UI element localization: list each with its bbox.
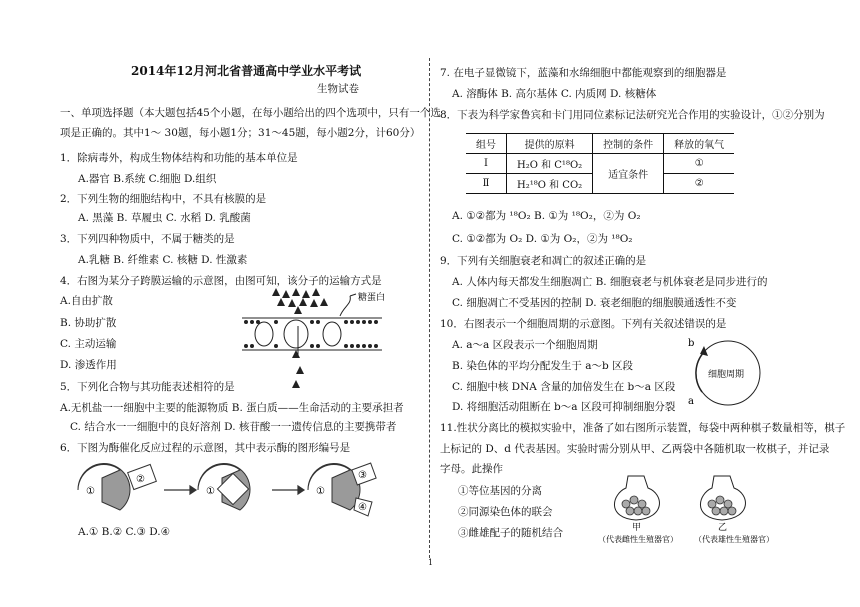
experiment-table <box>466 133 734 194</box>
question-9: 9．下列有关细胞衰老和凋亡的叙述正确的是 <box>440 255 647 267</box>
table-header: 提供的原料 <box>507 134 593 154</box>
table-header: 释放的氧气 <box>664 134 735 154</box>
question-10: 10．右图表示一个细胞周期的示意图。下列有关叙述错误的是 <box>440 318 727 330</box>
question-3: 3．下列四种物质中，不属于糖类的是 <box>60 233 235 245</box>
question-10-option-a: A. a～a 区段表示一个细胞周期 <box>452 339 598 351</box>
question-10-option-c: C. 细胞中核 DNA 含量的加倍发生在 b～a 区段 <box>452 381 676 393</box>
enzyme-label-1c: ① <box>316 486 325 497</box>
question-8-options-ab: A. ①②都为 ¹⁸O₂ B. ①为 ¹⁸O₂，②为 O₂ <box>452 210 641 222</box>
bag-2-caption: （代表雄性生殖器官） <box>694 535 774 544</box>
question-11-item-1: ①等位基因的分离 <box>458 485 542 497</box>
bags-figure <box>598 462 798 546</box>
question-10-option-d: D. 将细胞活动阻断在 b～a 区段可抑制细胞分裂 <box>452 401 676 413</box>
question-11-line-1: 11.性状分离比的模拟实验中，准备了如右图所示装置，每袋中两种棋子数量相等，棋子 <box>440 422 846 434</box>
table-header: 组号 <box>466 134 507 154</box>
question-2-options: A. 黑藻 B. 草履虫 C. 水稻 D. 乳酸菌 <box>78 212 251 224</box>
page-number: 1 <box>428 558 434 567</box>
question-9-options-ab: A. 人体内每天都发生细胞凋亡 B. 细胞衰老与机体衰老是同步进行的 <box>452 276 768 288</box>
table-cell: ② <box>664 174 735 194</box>
question-4: 4．右图为某分子跨膜运输的示意图，由图可知，该分子的运输方式是 <box>60 275 382 287</box>
question-7-options: A. 溶酶体 B. 高尔基体 C. 内质网 D. 核糖体 <box>452 88 657 100</box>
question-6-options: A.① B.② C.③ D.④ <box>78 526 171 538</box>
table-header: 控制的条件 <box>593 134 664 154</box>
question-11-line-2: 上标记的 D、d 代表基因。实验时需分别从甲、乙两袋中各随机取一枚棋子，并记录 <box>440 443 830 455</box>
point-a-label: a <box>688 396 694 407</box>
exam-subtitle: 生物试卷 <box>317 83 359 95</box>
exam-title: 2014年12月河北省普通高中学业水平考试 <box>131 64 362 78</box>
product-label-3: ③ <box>358 470 367 481</box>
bag-1-label: 甲 <box>632 523 642 533</box>
table-cell: H₂O 和 C¹⁸O₂ <box>507 154 593 174</box>
table-cell: ① <box>664 154 735 174</box>
bag-2-label: 乙 <box>718 523 728 533</box>
enzyme-label-1: ① <box>86 486 95 497</box>
cell-cycle-center-label: 细胞周期 <box>708 370 745 380</box>
table-cell: Ⅰ <box>466 154 507 174</box>
question-4-option-a: A.自由扩散 <box>60 295 113 307</box>
question-10-option-b: B. 染色体的平均分配发生于 a～b 区段 <box>452 360 634 372</box>
question-4-option-d: D. 渗透作用 <box>60 359 117 371</box>
table-cell: H₂¹⁸O 和 CO₂ <box>507 174 593 194</box>
question-2: 2．下列生物的细胞结构中，不具有核膜的是 <box>60 193 267 205</box>
section-instructions-2: 项是正确的。其中1～ 30题，每小题1分；31～45题，每小题2分，计60分） <box>60 127 421 139</box>
substrate-label-2: ② <box>136 474 145 485</box>
question-1: 1．除病毒外，构成生物体结构和功能的基本单位是 <box>60 152 298 164</box>
point-b-label: b <box>688 338 695 349</box>
question-1-options: A.器官 B.系统 C.细胞 D.组织 <box>78 173 217 185</box>
question-5-options-cd: C. 结合水一一细胞中的良好溶剂 D. 核苷酸一一遗传信息的主要携带者 <box>70 421 397 433</box>
product-label-4: ④ <box>358 502 367 513</box>
table-cell: 适宜条件 <box>593 154 664 194</box>
question-11-item-2: ②同源染色体的联会 <box>458 506 553 518</box>
question-7: 7. 在电子显微镜下，蓝藻和水绵细胞中都能观察到的细胞器是 <box>440 67 727 79</box>
section-instructions: 一、单项选择题（本大题包括45个小题，在每小题给出的四个选项中，只有一个选 <box>60 107 441 119</box>
column-divider <box>429 58 430 558</box>
question-11-line-3: 字母。此操作 <box>440 463 503 475</box>
question-6: 6．下图为酶催化反应过程的示意图，其中表示酶的图形编号是 <box>60 442 351 454</box>
question-8: 8．下表为科学家鲁宾和卡门用同位素标记法研究光合作用的实验设计，①②分别为 <box>440 109 825 121</box>
question-4-option-c: C. 主动运输 <box>60 338 117 350</box>
cell-cycle-figure <box>680 330 780 416</box>
question-9-options-cd: C. 细胞凋亡不受基因的控制 D. 衰老细胞的细胞膜通透性不变 <box>452 297 737 309</box>
table-cell: Ⅱ <box>466 174 507 194</box>
question-5-options-ab: A.无机盐一一细胞中主要的能源物质 B. 蛋白质——生命活动的主要承担者 <box>60 402 404 414</box>
question-3-options: A.乳糖 B. 纤维素 C. 核糖 D. 性激素 <box>78 254 248 266</box>
membrane-transport-figure <box>232 286 392 392</box>
question-11-item-3: ③雌雄配子的随机结合 <box>458 527 563 539</box>
question-4-option-b: B. 协助扩散 <box>60 317 117 329</box>
question-8-options-cd: C. ①②都为 O₂ D. ①为 O₂，②为 ¹⁸O₂ <box>452 233 633 245</box>
question-5: 5．下列化合物与其功能表述相符的是 <box>60 381 235 393</box>
glycoprotein-label: 糖蛋白 <box>358 293 386 303</box>
enzyme-label-1b: ① <box>206 486 215 497</box>
enzyme-reaction-figure <box>72 458 392 522</box>
bag-1-caption: （代表雌性生殖器官） <box>598 535 678 544</box>
